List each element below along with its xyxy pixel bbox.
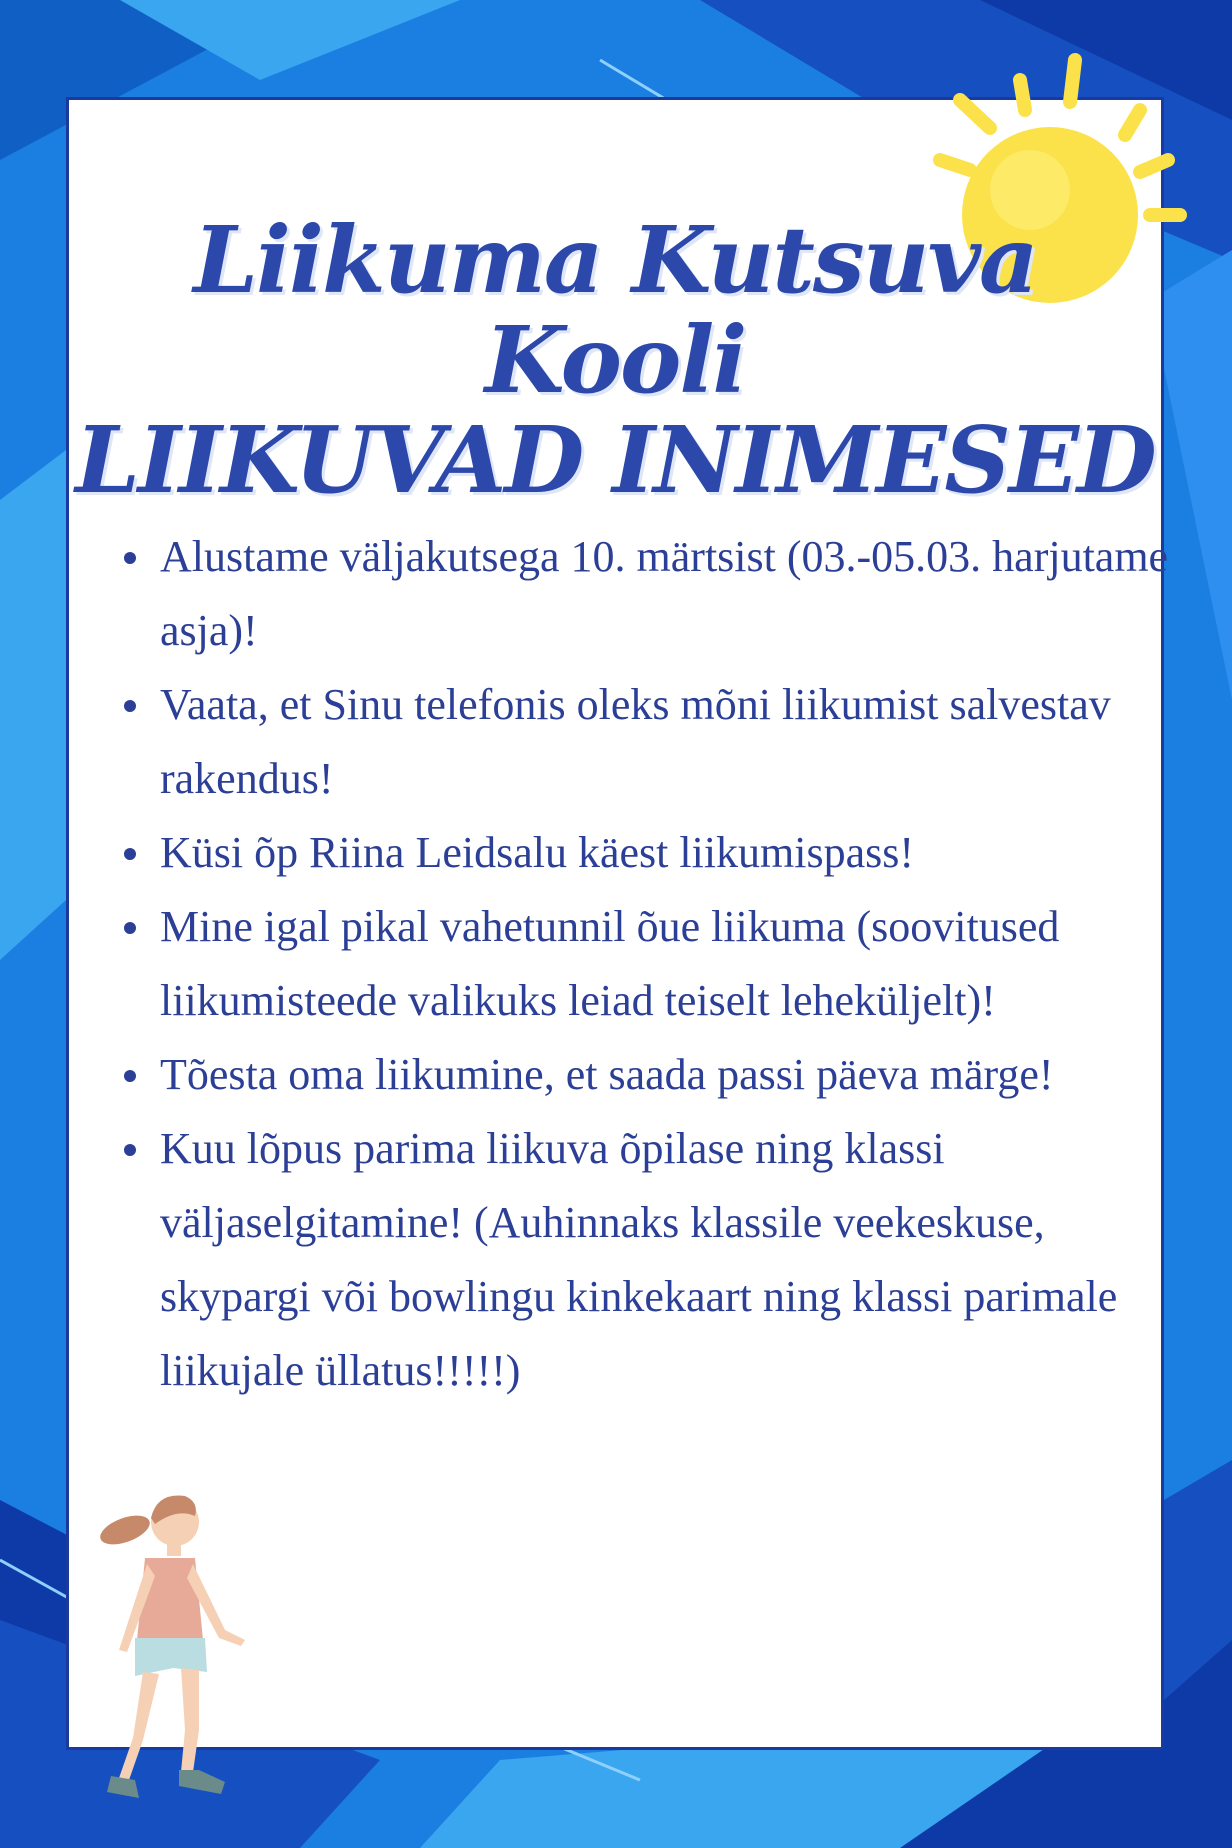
list-item: Tõesta oma liikumine, et saada passi päeva märge!: [120, 1038, 1170, 1112]
instructions-list: [120, 520, 1170, 1408]
list-item: Vaata, et Sinu telefonis oleks mõni liikumist salvestav rakendus!: [120, 668, 1170, 816]
walking-girl-illustration: [95, 1480, 295, 1820]
poster-title: [66, 206, 1164, 514]
list-item: Kuu lõpus parima liikuva õpilase ning klassi väljaselgitamine! (Auhinnaks klassile veekeskuse, skypargi või bowlingu kinkekaart ning klassi parimale liikujale üllatus!!!!!): [120, 1112, 1170, 1408]
list-item: Küsi õp Riina Leidsalu käest liikumispass!: [120, 816, 1170, 890]
title-line-2: LIIKUVAD INIMESED: [75, 406, 1155, 514]
title-line-1: Liikuma Kutsuva Kooli: [193, 206, 1037, 414]
list-item: Alustame väljakutsega 10. märtsist (03.-05.03. harjutame asja)!: [120, 520, 1170, 668]
list-item: Mine igal pikal vahetunnil õue liikuma (soovitused liikumisteede valikuks leiad teiselt leheküljelt)!: [120, 890, 1170, 1038]
